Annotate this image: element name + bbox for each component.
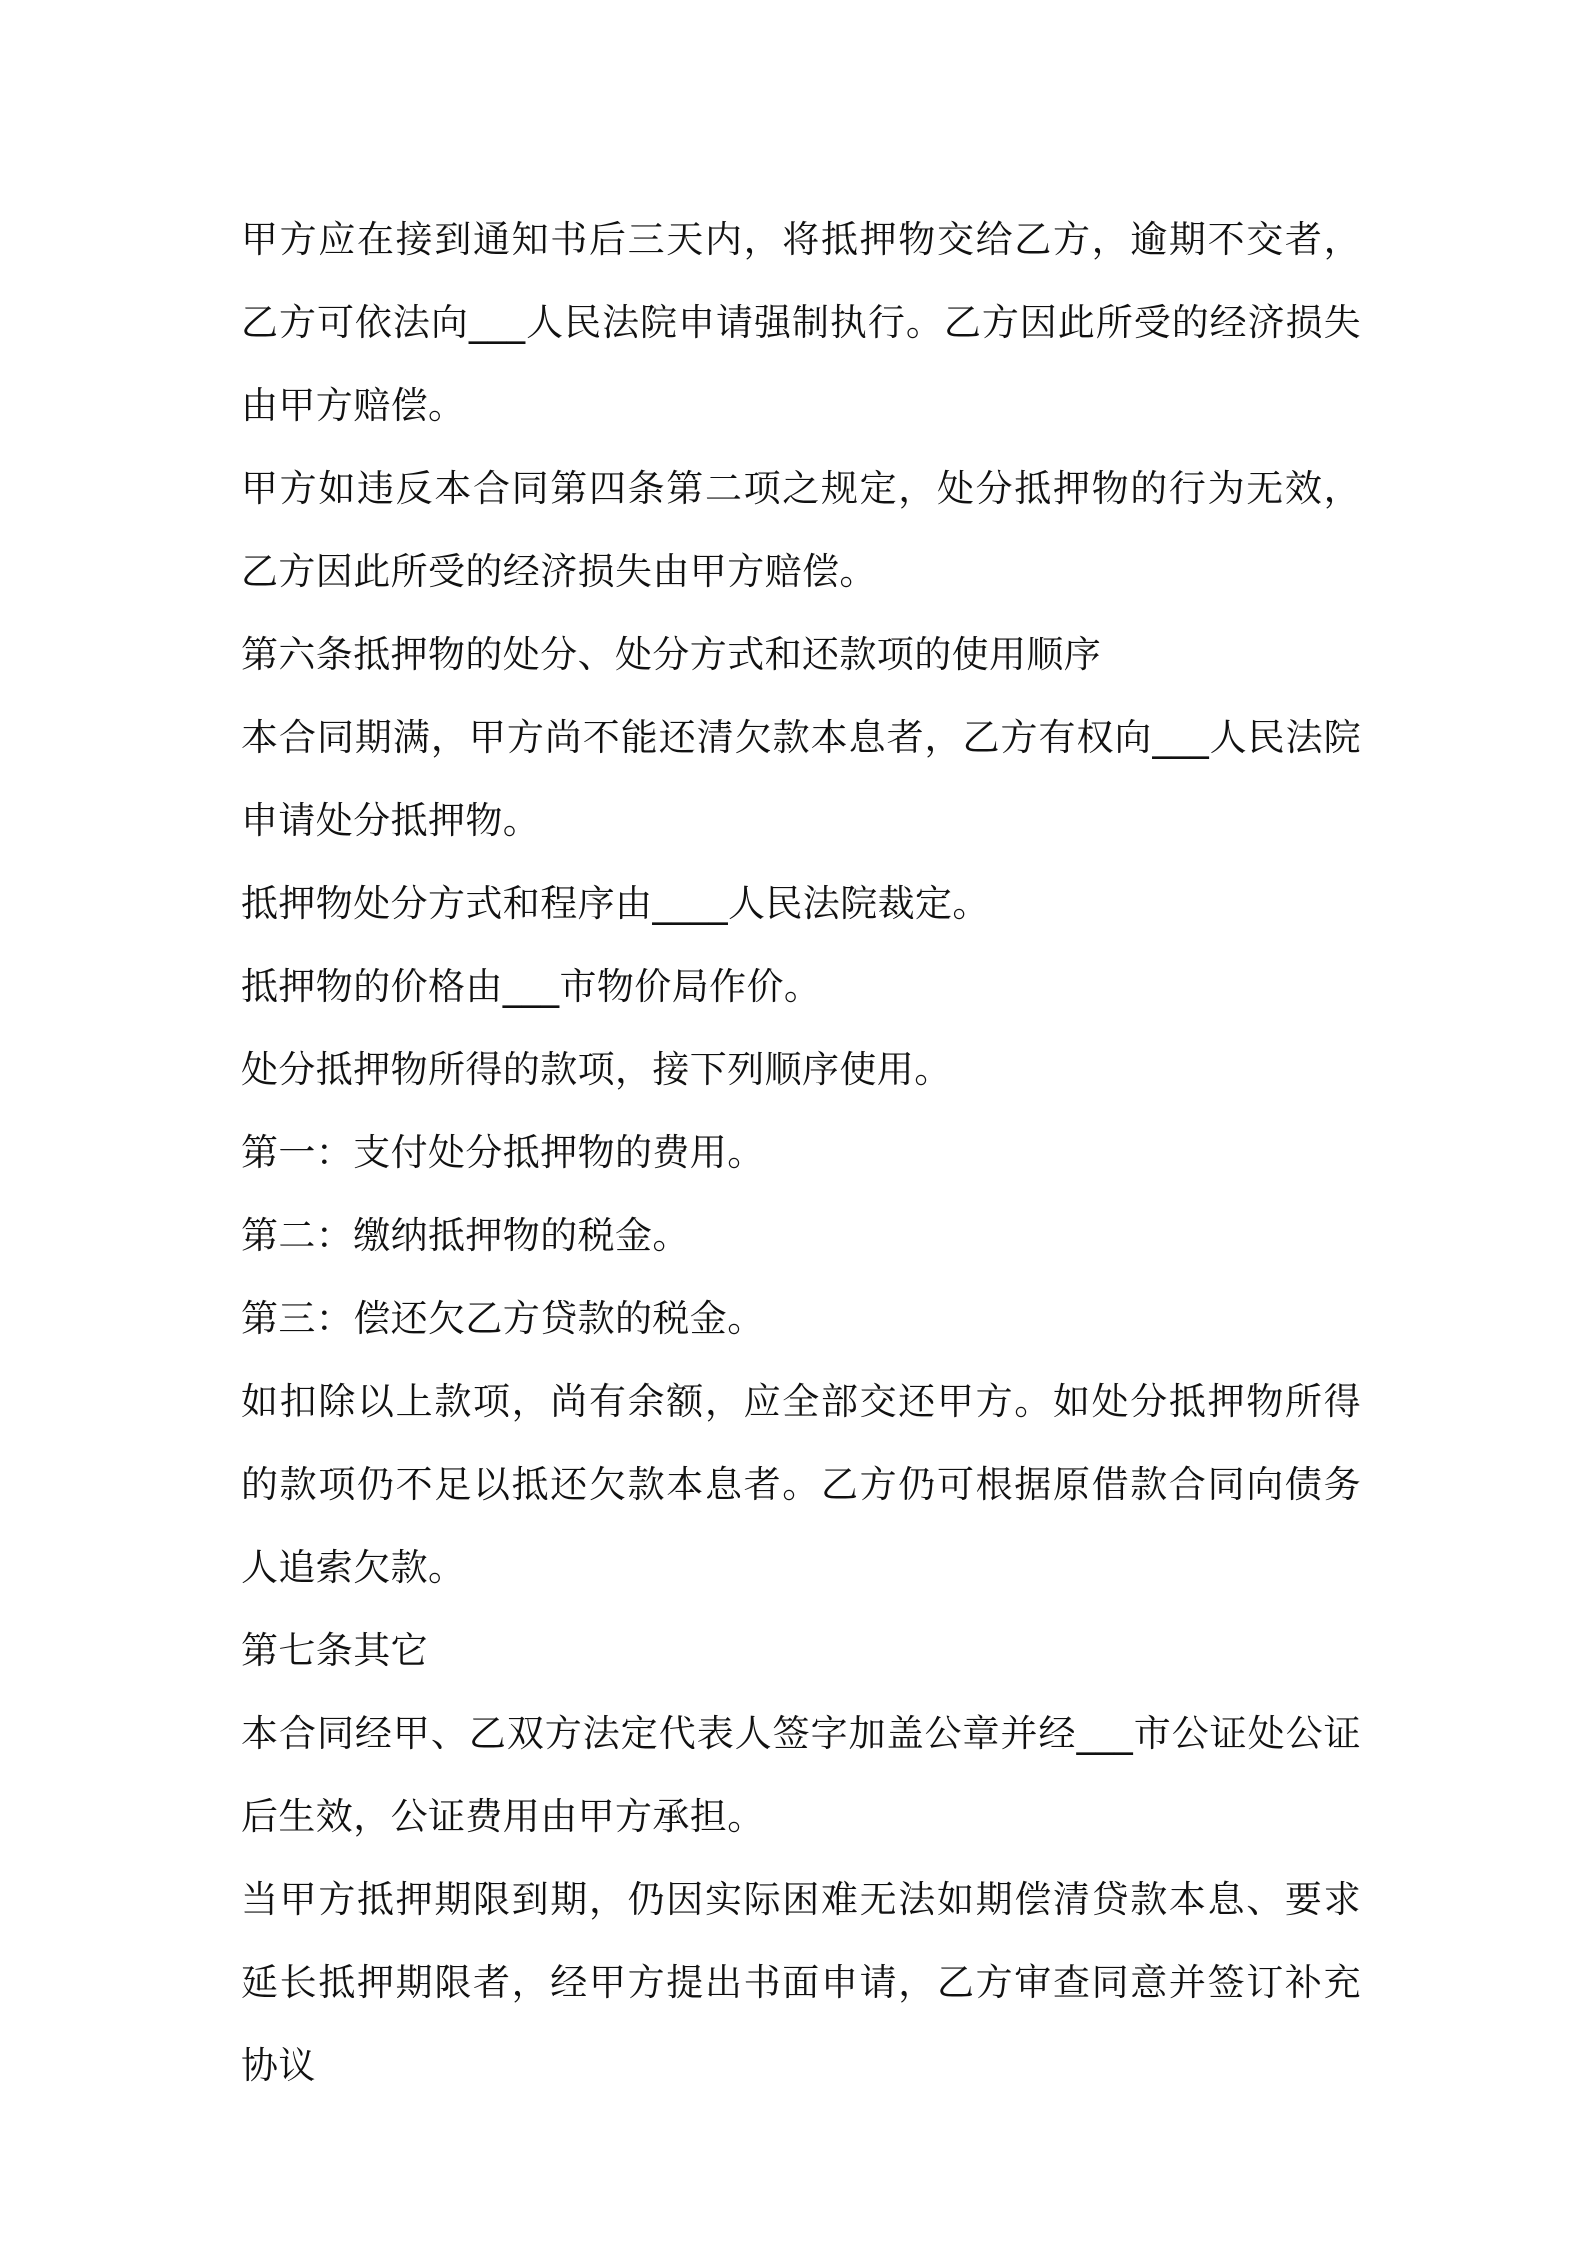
paragraph-delivery-obligation: 甲方应在接到通知书后三天内，将抵押物交给乙方，逾期不交者，乙方可依法向___人民法院申请强制执行。乙方因此所受的经济损失由甲方赔偿。 — [241, 218, 1361, 427]
list-item-first: 第一：支付处分抵押物的费用。 — [241, 1131, 765, 1174]
paragraph-proceeds-order: 处分抵押物所得的款项，接下列顺序使用。 — [241, 1048, 952, 1091]
paragraph-disposal-method: 抵押物处分方式和程序由____人民法院裁定。 — [241, 882, 990, 925]
paragraph-breach-clause: 甲方如违反本合同第四条第二项之规定，处分抵押物的行为无效，乙方因此所受的经济损失由甲方赔偿。 — [241, 467, 1361, 593]
article-six-heading: 第六条抵押物的处分、处分方式和还款项的使用顺序 — [241, 633, 1102, 676]
paragraph-extension: 当甲方抵押期限到期，仍因实际困难无法如期偿清贷款本息、要求延长抵押期限者，经甲方提出书面申请，乙方审查同意并签订补充协议 — [241, 1878, 1361, 2087]
document-body — [241, 198, 1361, 2107]
paragraph-effectiveness: 本合同经甲、乙双方法定代表人签字加盖公章并经___市公证处公证后生效，公证费用由甲方承担。 — [241, 1712, 1361, 1838]
article-seven-heading: 第七条其它 — [241, 1629, 428, 1672]
list-item-second: 第二：缴纳抵押物的税金。 — [241, 1214, 690, 1257]
paragraph-expiry-disposal: 本合同期满，甲方尚不能还清欠款本息者，乙方有权向___人民法院申请处分抵押物。 — [241, 716, 1361, 842]
paragraph-pricing: 抵押物的价格由___市物价局作价。 — [241, 965, 822, 1008]
paragraph-remaining-balance: 如扣除以上款项，尚有余额，应全部交还甲方。如处分抵押物所得的款项仍不足以抵还欠款本息者。乙方仍可根据原借款合同向债务人追索欠款。 — [241, 1380, 1361, 1589]
list-item-third: 第三：偿还欠乙方贷款的税金。 — [241, 1297, 765, 1340]
